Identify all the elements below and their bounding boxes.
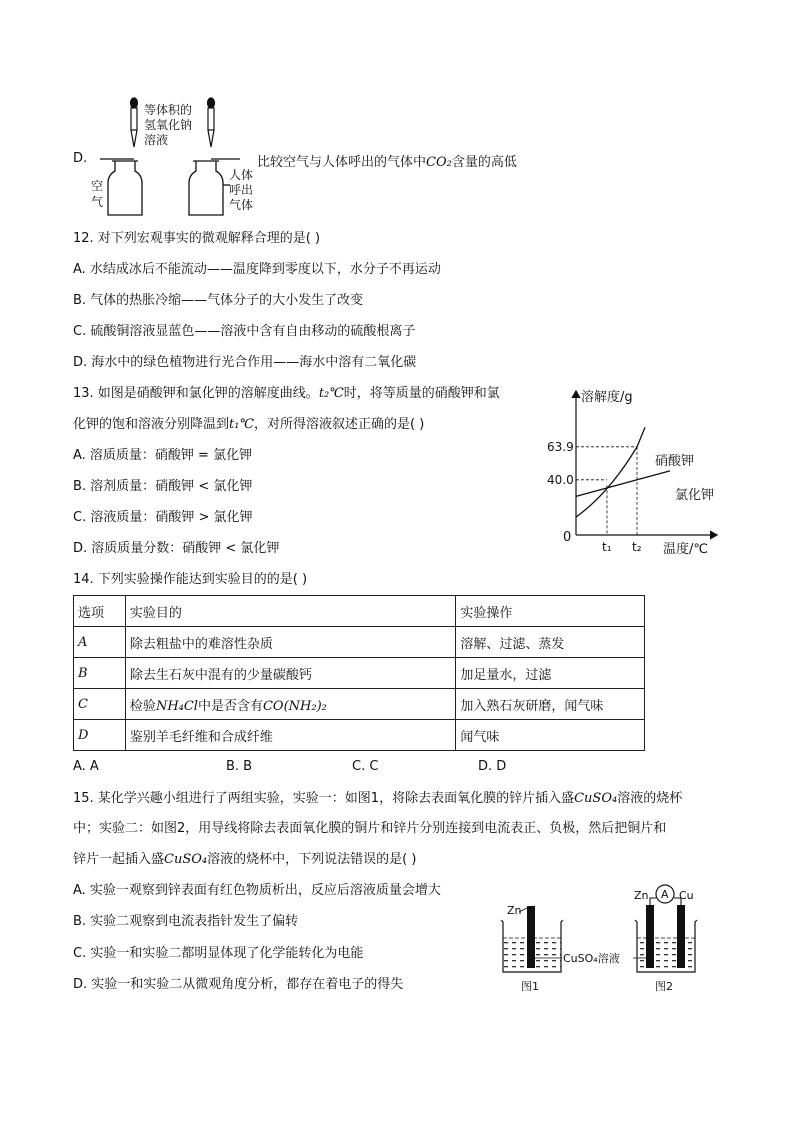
series-label-kcl: 氯化钾 (675, 488, 715, 503)
q15-option-a: A. 实验一观察到锌表面有红色物质析出，反应后溶液质量会增大 (73, 883, 441, 898)
table-cell-option: C (74, 689, 126, 720)
table-header-cell: 实验目的 (125, 596, 455, 627)
table-header-cell: 实验操作 (456, 596, 645, 627)
bottle-air (100, 159, 142, 215)
table-header-row (74, 596, 645, 627)
table-cell-goal: 除去粗盐中的难溶性杂质 (125, 627, 455, 658)
q14-answer-b: B. B (226, 759, 253, 774)
fig1-caption: 图1 (521, 980, 539, 993)
fig2-caption: 图2 (655, 980, 673, 993)
table-cell-operation: 加入熟石灰研磨，闻气味 (456, 689, 645, 720)
table-cell-operation: 闻气味 (456, 720, 645, 751)
q14-answer-c: C. C (352, 759, 379, 774)
table-row (74, 720, 645, 751)
zn-label-2: Zn (634, 889, 649, 902)
table-row (74, 627, 645, 658)
air-label: 空 气 (91, 179, 104, 209)
q14-answer-d: D. D (478, 759, 507, 774)
x-tick-label: t₂ (632, 540, 642, 554)
q13-stem-line2: 化钾的饱和溶液分别降温到t₁℃，对所得溶液叙述正确的是( ) (73, 417, 425, 432)
breath-label: 人体 呼出 气体 (229, 168, 254, 212)
zn-label-1: Zn (507, 904, 522, 917)
series-line-kno3 (576, 427, 645, 517)
dropper-left (131, 98, 138, 147)
q15-option-c: C. 实验一和实验二都明显体现了化学能转化为电能 (73, 946, 364, 961)
q12-option-b: B. 气体的热胀冷缩——气体分子的大小发生了改变 (73, 293, 364, 308)
table-cell-option: D (74, 720, 126, 751)
table-cell-goal: 鉴别羊毛纤维和合成纤维 (125, 720, 455, 751)
table-cell-operation: 溶解、过滤、蒸发 (456, 627, 645, 658)
q15-stem-line3: 锌片一起插入盛CuSO₄溶液的烧杯中，下列说法错误的是( ) (73, 852, 417, 867)
q15-option-d: D. 实验一和实验二从微观角度分析，都存在着电子的得失 (73, 977, 404, 992)
x-axis-label: 温度/℃ (663, 542, 708, 557)
q12-stem: 12. 对下列宏观事实的微观解释合理的是( ) (73, 231, 321, 246)
solubility-chart (545, 383, 745, 558)
y-tick-label: 40.0 (547, 472, 574, 487)
ammeter-label: A (661, 888, 669, 901)
origin-label: 0 (563, 530, 572, 545)
table-cell-operation: 加足量水，过滤 (456, 658, 645, 689)
table-cell-option: A (74, 627, 126, 658)
q15-stem-line1: 15. 某化学兴趣小组进行了两组实验，实验一：如图1，将除去表面氧化膜的锌片插入盛CuSO₄溶液的烧杯 (73, 791, 683, 806)
series-line-kcl (576, 471, 670, 497)
table-row (74, 658, 645, 689)
series-label-kno3: 硝酸钾 (655, 454, 695, 469)
dropper-right (208, 98, 215, 147)
solution-label: CuSO₄溶液 (563, 952, 620, 965)
q14-answer-a: A. A (73, 759, 99, 774)
q15-option-b: B. 实验二观察到电流表指针发生了偏转 (73, 914, 299, 929)
q13-option-b: B. 溶剂质量：硝酸钾 < 氯化钾 (73, 479, 253, 494)
y-tick-label: 63.9 (547, 439, 574, 454)
q11-option-d-text: 比较空气与人体呼出的气体中CO₂含量的高低 (257, 155, 517, 170)
cu-label: Cu (679, 889, 694, 902)
q12-option-c: C. 硫酸铜溶液显蓝色——溶液中含有自由移动的硫酸根离子 (73, 324, 416, 339)
zinc-strip-1 (527, 906, 535, 968)
electrochem-figure (495, 880, 710, 1000)
q13-option-c: C. 溶液质量：硝酸钾 > 氯化钾 (73, 510, 253, 525)
table-header-cell: 选项 (74, 596, 126, 627)
table-cell-goal: 除去生石灰中混有的少量碳酸钙 (125, 658, 455, 689)
table-cell-option: B (74, 658, 126, 689)
table-row (74, 689, 645, 720)
q13-option-d: D. 溶质质量分数：硝酸钾 < 氯化钾 (73, 541, 280, 556)
q11-option-d-label: D. (73, 151, 88, 166)
q12-option-d: D. 海水中的绿色植物进行光合作用——海水中溶有二氧化碳 (73, 355, 417, 370)
zinc-strip-2 (646, 905, 654, 968)
dropper-label: 等体积的 氢氧化钠 溶液 (144, 103, 193, 147)
q13-option-a: A. 溶质质量：硝酸钾 = 氯化钾 (73, 448, 253, 463)
y-axis-label: 溶解度/g (581, 390, 633, 405)
q13-stem-line1: 13. 如图是硝酸钾和氯化钾的溶解度曲线。t₂℃时，将等质量的硝酸钾和氯 (73, 386, 500, 401)
x-tick-label: t₁ (602, 540, 612, 554)
experiment-table (73, 595, 645, 751)
q12-option-a: A. 水结成冰后不能流动——温度降到零度以下，水分子不再运动 (73, 262, 441, 277)
q14-stem: 14. 下列实验操作能达到实验目的的是( ) (73, 572, 308, 587)
table-cell-goal: 检验NH₄Cl中是否含有CO(NH₂)₂ (125, 689, 455, 720)
q15-stem-line2: 中；实验二：如图2，用导线将除去表面氧化膜的铜片和锌片分别连接到电流表正、负极，然后把铜片和 (73, 821, 667, 836)
copper-strip (677, 905, 685, 968)
